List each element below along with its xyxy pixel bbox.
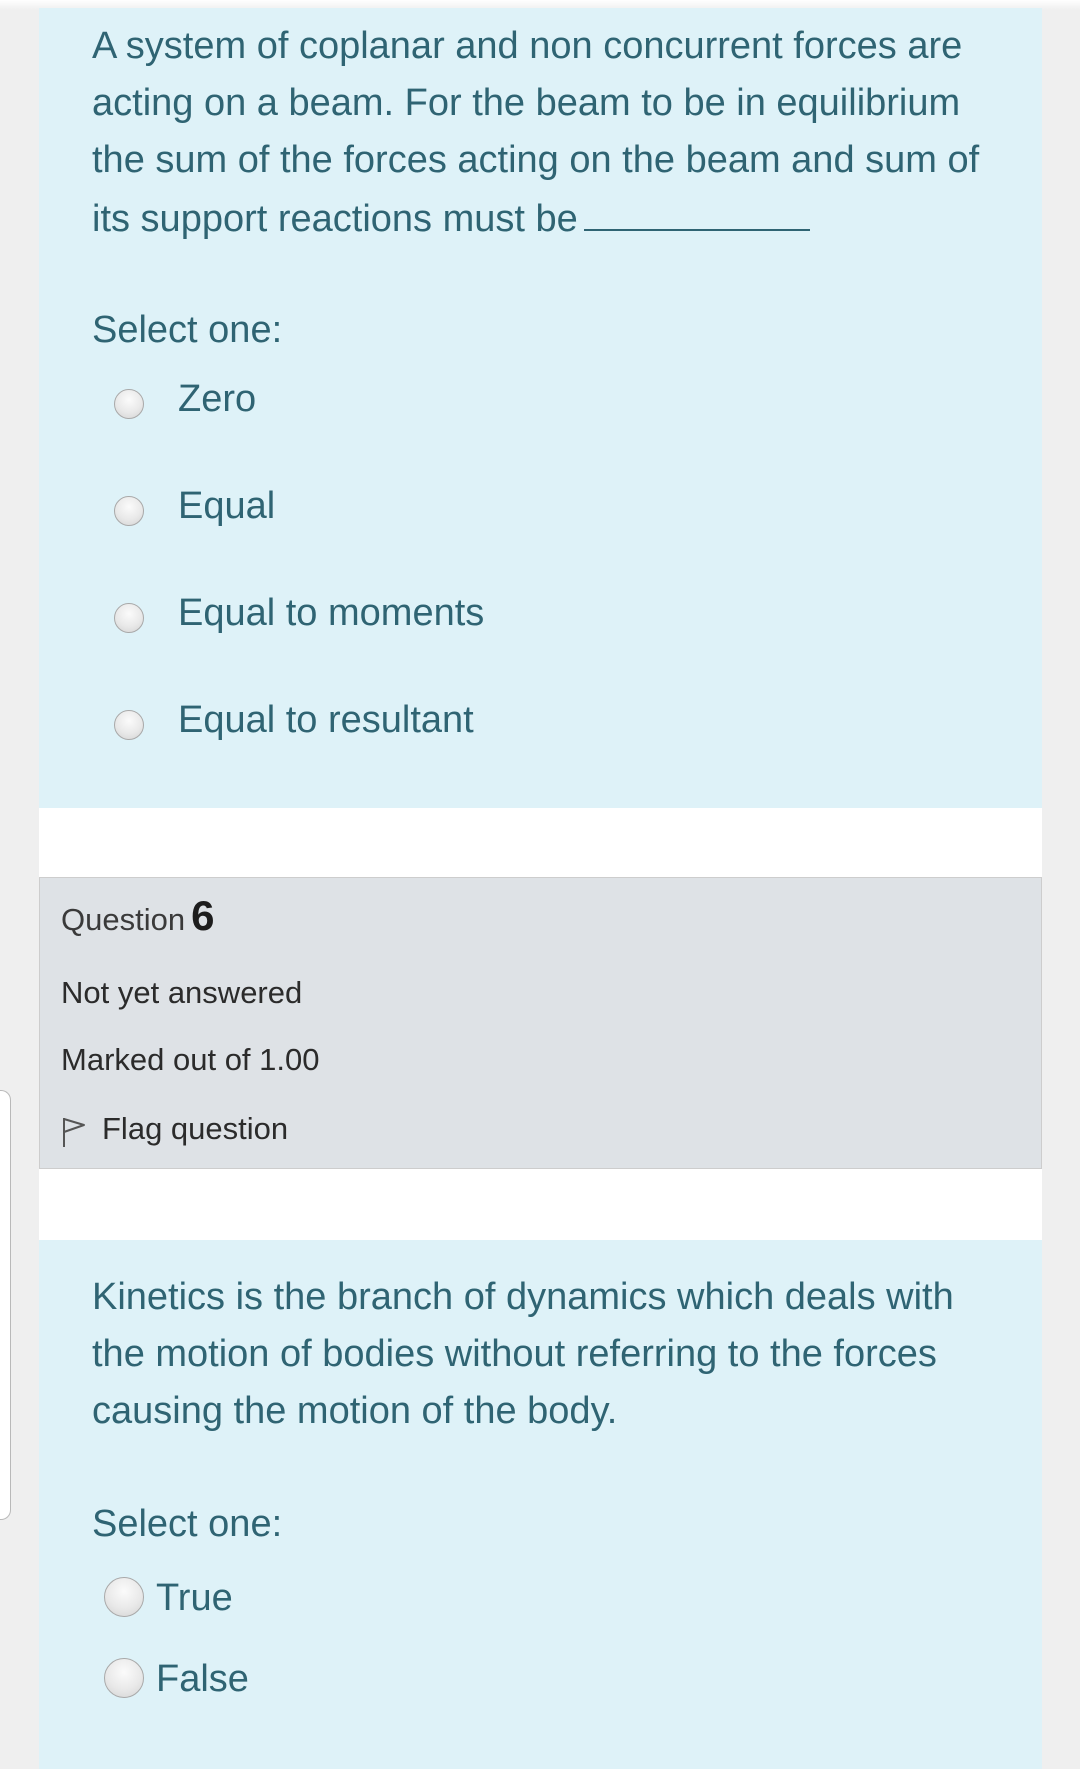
- option-label: Equal: [178, 485, 276, 527]
- question-number-value: 6: [191, 892, 215, 939]
- question-6-select-prompt: Select one:: [92, 1503, 283, 1545]
- question-grade: Marked out of 1.00: [61, 1042, 320, 1077]
- question-5-text-content: A system of coplanar and non concurrent forces are acting on a beam. For the beam to be in equilibrium the sum of the forces acting on the beam and sum of its support reactions must be: [92, 25, 980, 240]
- option-true[interactable]: [39, 1569, 939, 1625]
- radio-button[interactable]: [114, 710, 144, 740]
- question-label: Question: [61, 902, 186, 937]
- question-6-formulation: [39, 1240, 1042, 1769]
- option-zero[interactable]: [39, 372, 939, 428]
- option-label: True: [156, 1577, 233, 1619]
- drawer-handle[interactable]: [0, 1090, 11, 1520]
- option-label: Equal to moments: [178, 592, 485, 634]
- option-false[interactable]: [39, 1650, 939, 1706]
- flag-outline-icon: [61, 1116, 87, 1148]
- question-status: Not yet answered: [61, 975, 303, 1010]
- radio-button[interactable]: [104, 1658, 144, 1698]
- answer-blank: [584, 189, 810, 231]
- radio-button[interactable]: [104, 1577, 144, 1617]
- option-equal-to-resultant[interactable]: [39, 693, 939, 749]
- question-6-info: [39, 877, 1042, 1169]
- option-label: Equal to resultant: [178, 699, 474, 741]
- flag-question-label: Flag question: [102, 1111, 289, 1146]
- option-equal[interactable]: [39, 479, 939, 535]
- question-5-select-prompt: Select one:: [92, 309, 283, 351]
- option-equal-to-moments[interactable]: [39, 586, 939, 642]
- option-label: Zero: [178, 378, 257, 420]
- question-5-formulation: [39, 8, 1042, 808]
- question-number: [61, 892, 215, 940]
- radio-button[interactable]: [114, 603, 144, 633]
- radio-button[interactable]: [114, 496, 144, 526]
- question-6-text: Kinetics is the branch of dynamics which deals with the motion of bodies without referring to the forces causing the motion of the body.: [92, 1276, 954, 1432]
- quiz-page: [39, 8, 1042, 1769]
- option-label: False: [156, 1658, 249, 1700]
- question-5-text: [92, 18, 992, 248]
- radio-button[interactable]: [114, 389, 144, 419]
